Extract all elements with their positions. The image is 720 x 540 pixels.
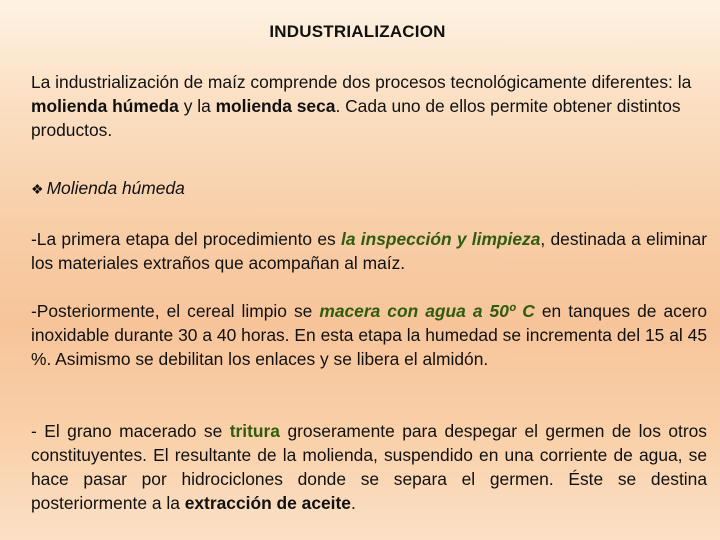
intro-paragraph [31,70,707,142]
p2-highlight: macera con agua a 50º C [319,301,535,321]
p1-text-2: , destinada a eliminar los materiales extraños que acompañan al maíz. [31,229,707,273]
p3-text-2: groseramente para despegar el germen de los otros constituyentes. El resultante de la molienda, suspendido en una corriente de agua, se hace pasar por hidrociclones donde se separa el germen. Éste se destina posteriormente a la [31,421,708,513]
p3-highlight: tritura [229,421,280,441]
p3-bold: extracción de aceite [184,493,351,513]
p1-text-1: -La primera etapa del procedimiento es [31,229,341,249]
section-heading-label: Molienda húmeda [46,178,185,198]
slide-title: INDUSTRIALIZACION [269,22,446,41]
p3-text-3: . [350,493,356,513]
paragraph-inspection [31,227,707,275]
intro-text-3: . Cada uno de ellos permite obtener distintos productos. [31,96,681,140]
p1-highlight: la inspección y limpieza [340,229,541,249]
intro-text-1: La industrialización de maíz comprende dos procesos tecnológicamente diferentes: la [31,72,692,92]
intro-bold-2: molienda seca [215,96,336,116]
p2-text-1: -Posteriormente, el cereal limpio se [31,301,320,321]
diamond-bullet-icon: ❖ [31,181,44,197]
p3-text-1: - El grano macerado se [31,421,230,441]
intro-bold-1: molienda húmeda [31,96,179,116]
p2-text-2: en tanques de acero inoxidable durante 30 a 40 horas. En esta etapa la humedad se incrementa del 15 al 45 %. Asimismo se debilitan los enlaces y se libera el almidón. [31,301,707,369]
intro-text-2: y la [178,96,216,116]
paragraph-maceration [31,299,707,371]
paragraph-milling [31,419,707,515]
section-heading [31,178,185,199]
